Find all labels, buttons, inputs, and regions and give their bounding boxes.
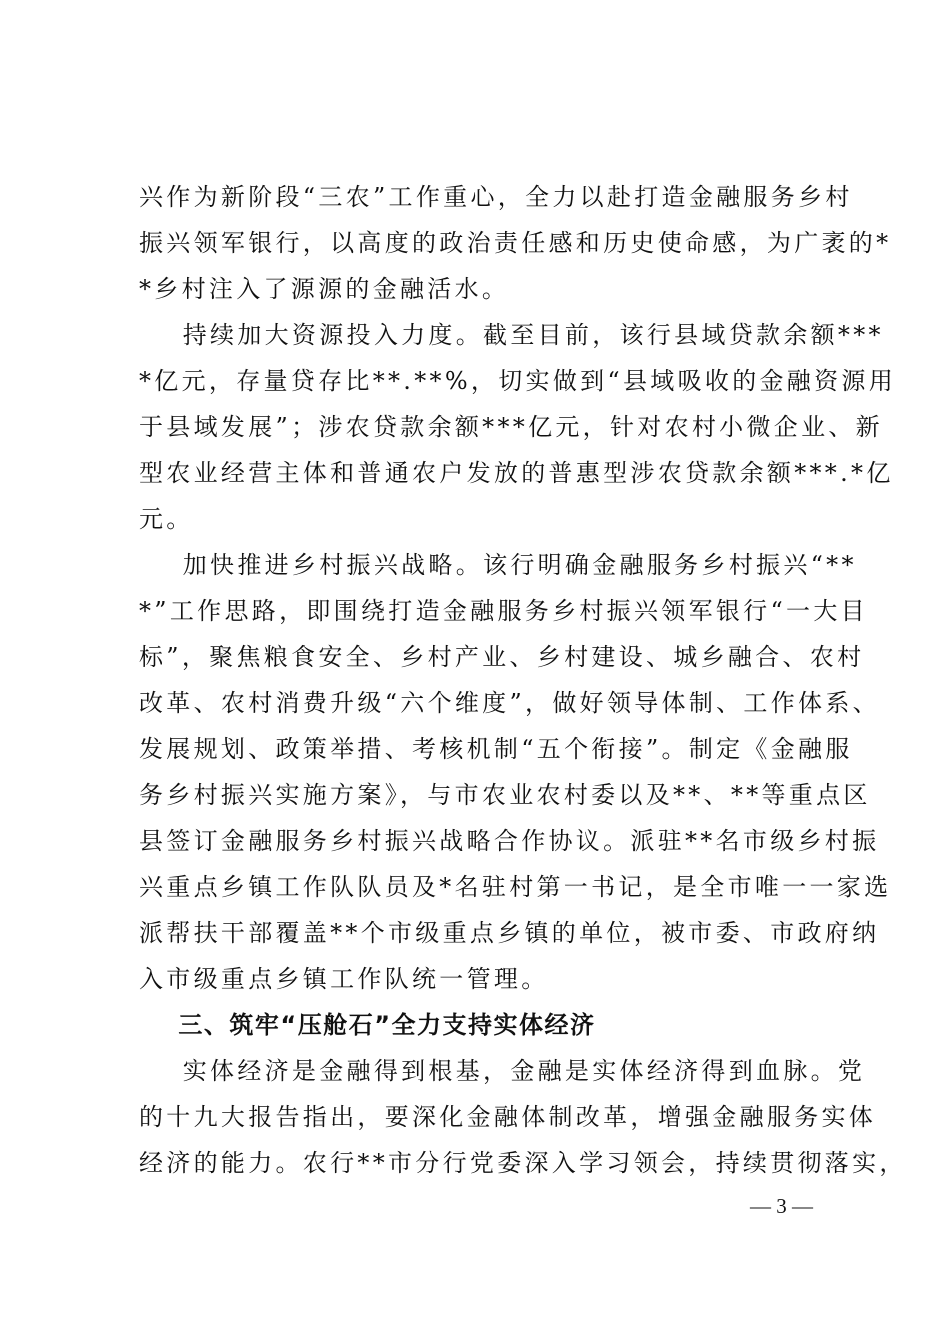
text-line: *”工作思路，即围绕打造金融服务乡村振兴领军银行“一大目 xyxy=(139,597,868,625)
text-line: 加快推进乡村振兴战略。该行明确金融服务乡村振兴“** xyxy=(139,551,857,579)
page-number: — 3 — xyxy=(750,1194,813,1218)
text-line: 经济的能力。农行**市分行党委深入学习领会，持续贯彻落实， xyxy=(139,1149,907,1177)
section-heading: 三、筑牢“压舱石”全力支持实体经济 xyxy=(139,1011,596,1039)
text-line: 入市级重点乡镇工作队统一管理。 xyxy=(139,965,549,993)
text-line: 发展规划、政策举措、考核机制“五个衔接”。制定《金融服 xyxy=(139,735,853,763)
text-line: 振兴领军银行，以高度的政治责任感和历史使命感，为广袤的* xyxy=(139,229,892,257)
text-line: 于县域发展”；涉农贷款余额***亿元，针对农村小微企业、新 xyxy=(139,413,883,441)
text-line: 标”，聚焦粮食安全、乡村产业、乡村建设、城乡融合、农村 xyxy=(139,643,865,671)
text-line: 改革、农村消费升级“六个维度”，做好领导体制、工作体系、 xyxy=(139,689,880,717)
text-line: 兴作为新阶段“三农”工作重心，全力以赴打造金融服务乡村 xyxy=(139,183,853,211)
text-line: 县签订金融服务乡村振兴战略合作协议。派驻**名市级乡村振 xyxy=(139,827,880,855)
text-line: *亿元，存量贷存比**.**%，切实做到“县域吸收的金融资源用 xyxy=(139,367,897,395)
text-line: 持续加大资源投入力度。截至目前，该行县域贷款余额*** xyxy=(139,321,884,349)
text-line: 派帮扶干部覆盖**个市级重点乡镇的单位，被市委、市政府纳 xyxy=(139,919,880,947)
text-line: *乡村注入了源源的金融活水。 xyxy=(139,275,510,303)
text-line: 元。 xyxy=(139,505,194,533)
text-line: 务乡村振兴实施方案》，与市农业农村委以及**、**等重点区 xyxy=(139,781,871,809)
text-line: 的十九大报告指出，要深化金融体制改革，增强金融服务实体 xyxy=(139,1103,877,1131)
text-line: 兴重点乡镇工作队队员及*名驻村第一书记，是全市唯一一家选 xyxy=(139,873,892,901)
text-line: 实体经济是金融得到根基，金融是实体经济得到血脉。党 xyxy=(139,1057,866,1085)
text-line: 型农业经营主体和普通农户发放的普惠型涉农贷款余额***.*亿 xyxy=(139,459,894,487)
